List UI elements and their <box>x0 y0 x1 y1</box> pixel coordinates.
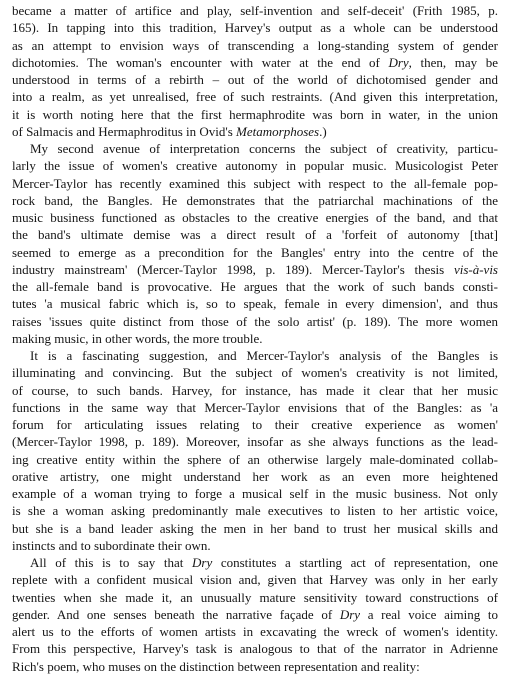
text-line: into a realm, as yet unrealised, free of such restraints. (And given this interpretation, <box>12 89 498 105</box>
text-line: forum for articulating issues relating to their creative experience as women' <box>12 417 498 432</box>
text-line: My second avenue of interpretation concerns the subject of creativity, particu- <box>30 141 498 156</box>
text-line: From this perspective, Harvey's task is analogous to that of the narrator in Adrienne <box>12 641 498 657</box>
text-line: instincts and to subordinate their own. <box>12 537 211 553</box>
text-line: gender. And one senses beneath the narrative façade of Dry a real voice aiming to <box>12 606 498 622</box>
text-line: music business functioned as obstacles to the creative energies of the band, and that <box>12 210 498 225</box>
text-line: larly the issue of women's creative autonomy in popular music. Musicologist Peter <box>12 158 498 174</box>
text-line: it is worth noting here that the first hermaphrodite was born in water, in the union <box>12 106 498 122</box>
text-line: example of a woman trying to forge a musical self in the music business. Not only <box>12 486 498 501</box>
text-line: seemed to emerge as a precondition for the Bangles' entry into the centre of the <box>12 244 498 260</box>
paragraph-2 <box>12 140 498 347</box>
paragraph-4 <box>12 554 498 675</box>
text-line: but she is a band leader asking the men in her band to trust her musical skills and <box>12 520 498 536</box>
text-line: It is a fascinating suggestion, and Mercer-Taylor's analysis of the Bangles is <box>30 348 498 363</box>
text-line: understood in terms of a rebirth – out of the world of dichotomised gender and <box>12 72 498 87</box>
text-line: became a matter of artifice and play, self-invention and self-deceit' (Frith 1985, p. <box>12 3 498 18</box>
text-line: is she a woman asking predominantly male executives to listen to her artistic voice, <box>12 503 498 519</box>
text-line: of course, to such bands. Harvey, for instance, has made it clear that her music <box>12 382 498 398</box>
text-line: ing creative entity within the sphere of an otherwise largely male-dominated collab- <box>12 451 498 467</box>
text-line: Rich's poem, who muses on the distinction between representation and reality: <box>12 658 420 674</box>
text-line: twenties when she made it, an unusually mature sensitivity toward constructions of <box>12 589 498 605</box>
text-line: industry mainstream' (Mercer-Taylor 1998, p. 189). Mercer-Taylor's thesis vis-à-vis <box>12 261 498 277</box>
text-line: raises 'issues quite distinct from those of the solo artist' (p. 189). The more women <box>12 313 498 329</box>
text-line: alert us to the efforts of women artists in excavating the wreck of women's identity. <box>12 624 498 639</box>
text-line: 165). In tapping into this tradition, Harvey's output as a whole can be understood <box>12 20 498 36</box>
text-line: illuminating and convincing. But the subject of women's creativity is not limited, <box>12 365 498 381</box>
text-line: functions in the same way that Mercer-Taylor envisions that of the Bangles: as 'a <box>12 399 498 415</box>
text-line: as an attempt to envision ways of transcending a long-standing system of gender <box>12 37 498 53</box>
text-line: All of this is to say that Dry constitutes a startling act of representation, one <box>30 555 498 570</box>
text-line: the all-female band is provocative. He argues that the work of such bands consti- <box>12 279 498 294</box>
text-line: replete with a confident musical vision and, given that Harvey was only in her early <box>12 572 498 588</box>
text-line: orative artistry, one might understand her work as an even more heightened <box>12 468 498 484</box>
text-line: of Salmacis and Hermaphroditus in Ovid's Metamorphoses.) <box>12 123 327 139</box>
text-line: making music, in other words, the more trouble. <box>12 330 263 346</box>
paragraph-1 <box>12 2 498 140</box>
document-page <box>12 2 498 675</box>
text-line: rock band, the Bangles. He demonstrates that the patriarchal machinations of the <box>12 192 498 208</box>
text-line: the band's ultimate demise was a direct result of a 'forfeit of autonomy [that] <box>12 227 498 243</box>
text-line: (Mercer-Taylor 1998, p. 189). Moreover, insofar as she always functions as the lead- <box>12 434 498 450</box>
text-line: tutes 'a musical fabric which is, so to speak, female in every dimension', and thus <box>12 296 498 312</box>
text-line: Mercer-Taylor has recently examined this subject with respect to the all-female pop- <box>12 175 498 191</box>
paragraph-3 <box>12 347 498 554</box>
text-line: dichotomies. The woman's encounter with water at the end of Dry, then, may be <box>12 54 498 70</box>
